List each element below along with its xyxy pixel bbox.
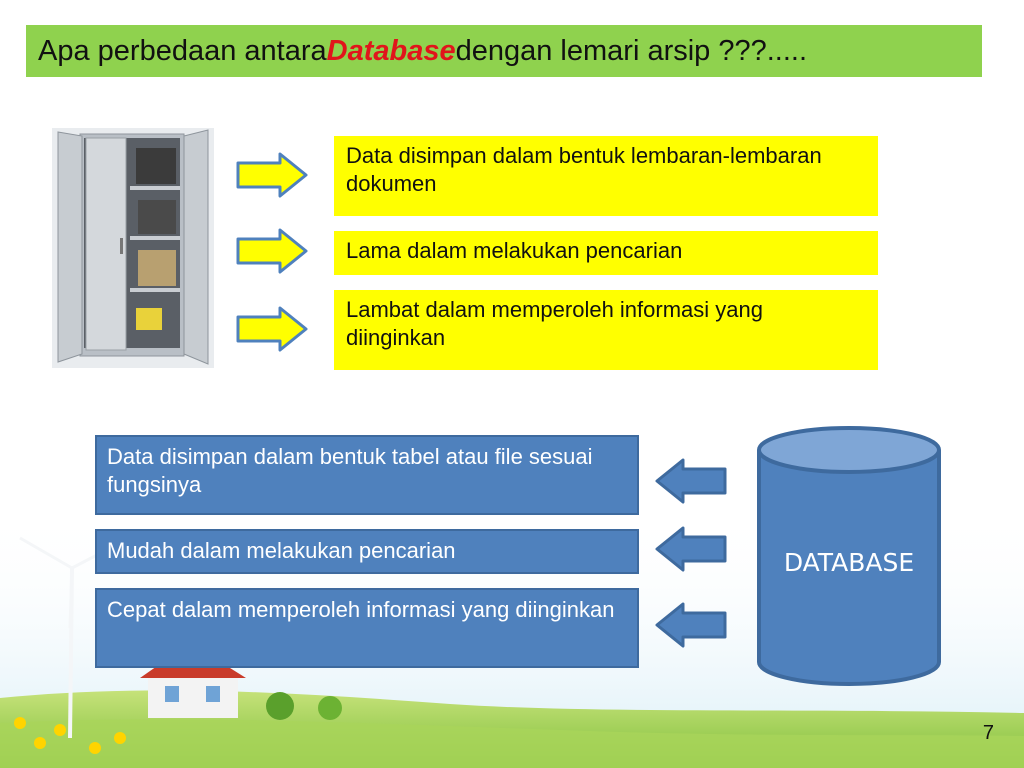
page-number: 7 xyxy=(982,722,994,744)
database-point-2: Mudah dalam melakukan pencarian xyxy=(95,529,639,574)
title-prefix: Apa perbedaan antara xyxy=(38,34,327,67)
cabinet-point-1: Data disimpan dalam bentuk lembaran-lembaran dokumen xyxy=(334,136,878,216)
cabinet-point-3: Lambat dalam memperoleh informasi yang diinginkan xyxy=(334,290,878,370)
database-label: DATABASE xyxy=(783,548,915,577)
right-arrow-icon xyxy=(236,152,308,198)
cabinet-point-2: Lama dalam melakukan pencarian xyxy=(334,231,878,275)
database-point-1: Data disimpan dalam bentuk tabel atau file sesuai fungsinya xyxy=(95,435,639,515)
left-arrow-icon xyxy=(655,602,727,648)
left-arrow-icon xyxy=(655,526,727,572)
slide-title xyxy=(26,25,982,77)
filing-cabinet-image xyxy=(52,128,214,368)
title-highlight: Database xyxy=(326,34,456,67)
title-suffix: dengan lemari arsip ???..... xyxy=(455,34,808,67)
right-arrow-icon xyxy=(236,228,308,274)
database-point-3: Cepat dalam memperoleh informasi yang diinginkan xyxy=(95,588,639,668)
right-arrow-icon xyxy=(236,306,308,352)
left-arrow-icon xyxy=(655,458,727,504)
